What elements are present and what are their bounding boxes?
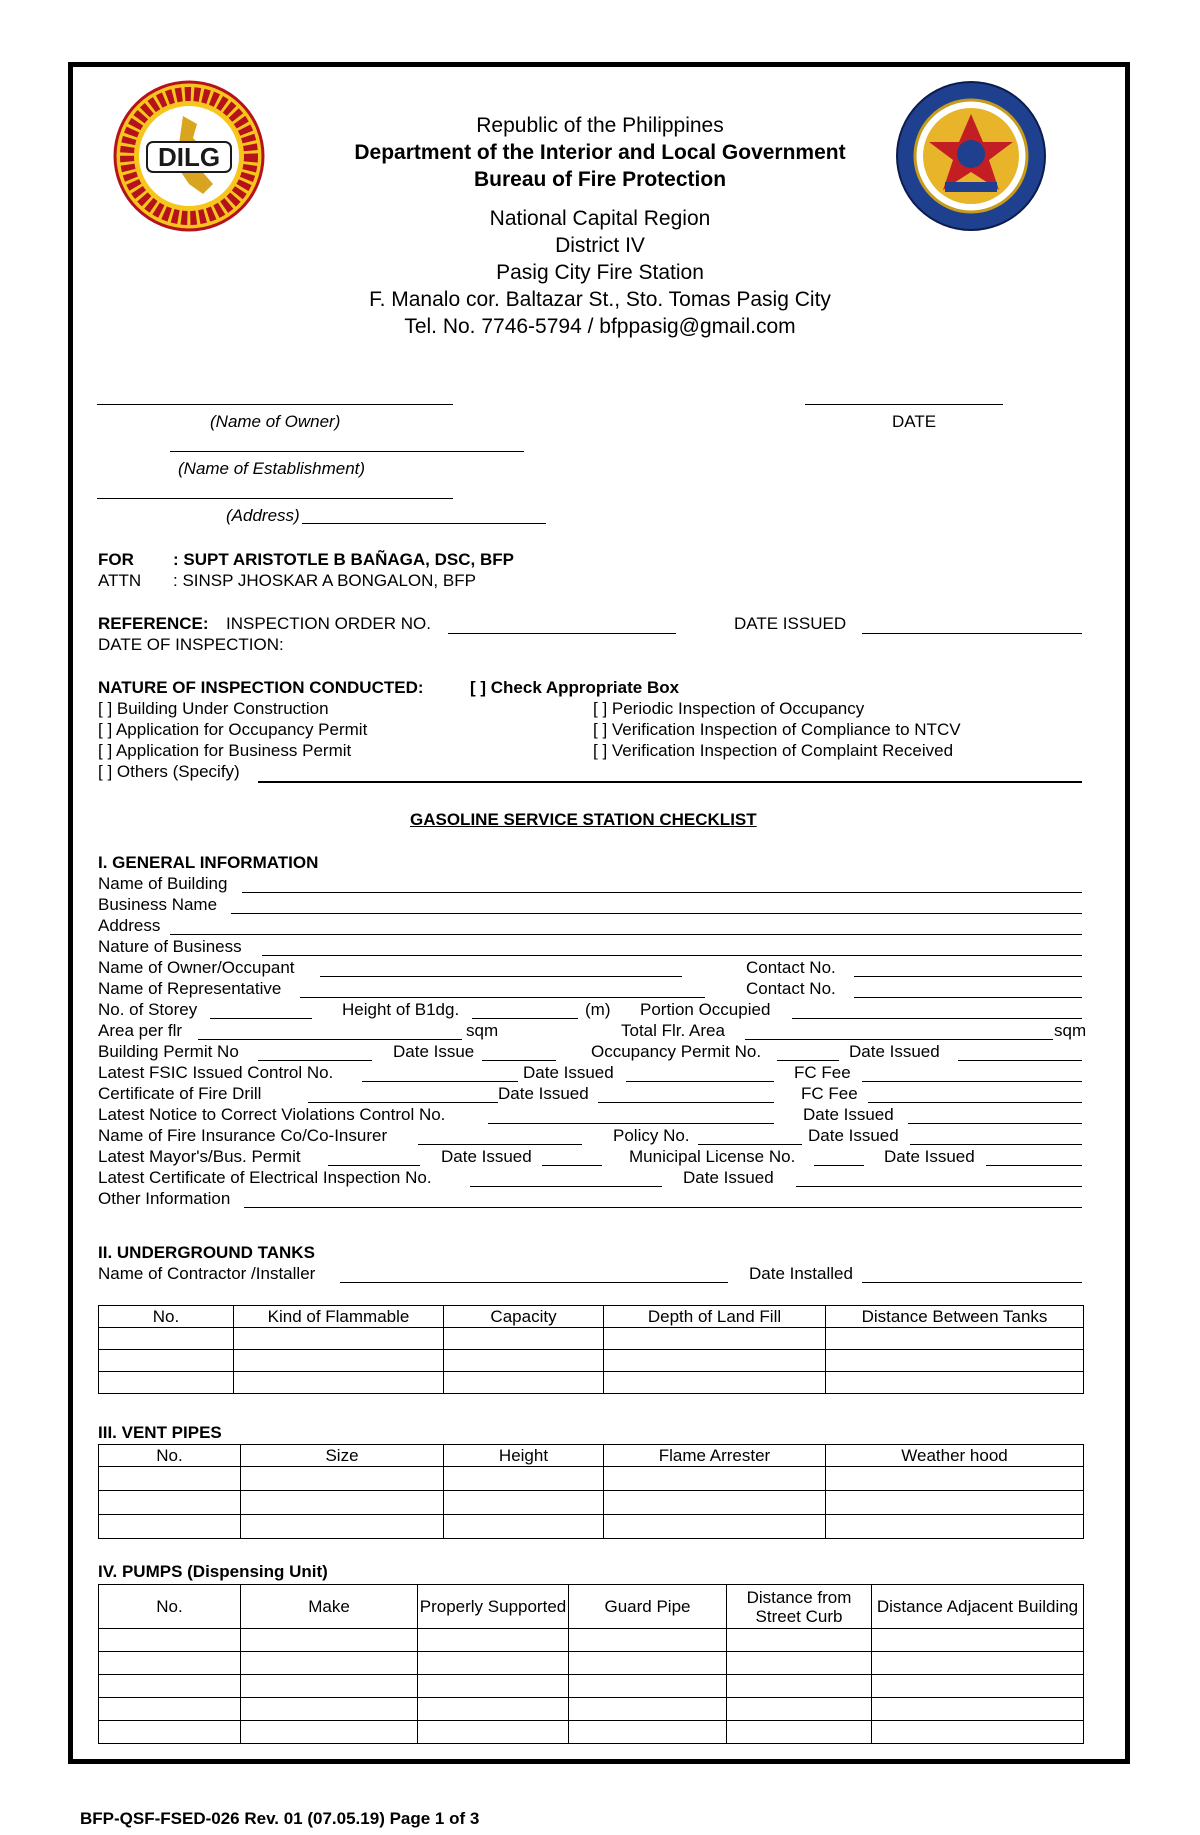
no-of-storey-label: No. of Storey bbox=[98, 1000, 198, 1019]
table-cell[interactable] bbox=[872, 1629, 1084, 1652]
table-cell[interactable] bbox=[727, 1675, 872, 1698]
nature-hint: [ ] Check Appropriate Box bbox=[470, 678, 680, 697]
contractor-field[interactable] bbox=[340, 1282, 728, 1283]
table-cell[interactable] bbox=[418, 1629, 569, 1652]
occupancy-permit-no-field[interactable] bbox=[777, 1060, 839, 1061]
fire-insurance-label: Name of Fire Insurance Co/Co-Insurer bbox=[98, 1126, 388, 1145]
for-label: FOR bbox=[98, 550, 134, 569]
table-cell[interactable] bbox=[234, 1372, 444, 1394]
date-issued-1-field[interactable] bbox=[958, 1060, 1082, 1061]
underground-tanks-table bbox=[98, 1305, 1084, 1394]
table-cell[interactable] bbox=[604, 1467, 826, 1491]
table-cell[interactable] bbox=[241, 1652, 418, 1675]
area-per-flr-unit: sqm bbox=[466, 1021, 499, 1040]
pumps-title: IV. PUMPS (Dispensing Unit) bbox=[98, 1562, 328, 1581]
table-cell[interactable] bbox=[241, 1675, 418, 1698]
region-title: National Capital Region bbox=[489, 207, 711, 230]
date-issued-3-field[interactable] bbox=[598, 1102, 774, 1103]
table-cell[interactable] bbox=[826, 1467, 1084, 1491]
table-header-row bbox=[99, 1445, 1084, 1467]
column-header: Distance Between Tanks bbox=[826, 1306, 1084, 1328]
table-row bbox=[99, 1372, 1084, 1394]
vent-pipes-title: III. VENT PIPES bbox=[98, 1423, 222, 1442]
table-row bbox=[99, 1698, 1084, 1721]
column-header: Guard Pipe bbox=[569, 1585, 727, 1629]
column-header: Distance Adjacent Building bbox=[872, 1585, 1084, 1629]
for-value: : SUPT ARISTOTLE B BAÑAGA, DSC, BFP bbox=[173, 550, 514, 569]
name-of-building-label: Name of Building bbox=[98, 874, 228, 893]
date-issued-5-field[interactable] bbox=[910, 1144, 1082, 1145]
table-cell[interactable] bbox=[826, 1350, 1084, 1372]
table-cell[interactable] bbox=[727, 1698, 872, 1721]
column-header: Distance from Street Curb bbox=[727, 1585, 872, 1629]
table-cell[interactable] bbox=[99, 1467, 241, 1491]
fc-fee-1-label: FC Fee bbox=[794, 1063, 851, 1082]
fc-fee-2-field[interactable] bbox=[868, 1102, 1082, 1103]
date-installed-field[interactable] bbox=[862, 1282, 1082, 1283]
address-field-label: Address bbox=[98, 916, 161, 935]
table-row bbox=[99, 1328, 1084, 1350]
date-installed-label: Date Installed bbox=[749, 1264, 853, 1283]
date-issued-6-label: Date Issued bbox=[441, 1147, 532, 1166]
table-cell[interactable] bbox=[604, 1350, 826, 1372]
table-cell[interactable] bbox=[241, 1629, 418, 1652]
table-cell[interactable] bbox=[826, 1491, 1084, 1515]
column-header: Make bbox=[241, 1585, 418, 1629]
table-cell[interactable] bbox=[872, 1675, 1084, 1698]
date-issued-7-label: Date Issued bbox=[884, 1147, 975, 1166]
area-per-flr-field[interactable] bbox=[198, 1039, 462, 1040]
station-title: Pasig City Fire Station bbox=[496, 261, 704, 284]
attn-value: : SINSP JHOSKAR A BONGALON, BFP bbox=[173, 571, 476, 590]
reference-label: REFERENCE: bbox=[98, 614, 209, 633]
table-cell[interactable] bbox=[604, 1328, 826, 1350]
date-issue-field[interactable] bbox=[482, 1060, 556, 1061]
date-issued-2-label: Date Issued bbox=[523, 1063, 614, 1082]
owner-occupant-label: Name of Owner/Occupant bbox=[98, 958, 295, 977]
column-header: Kind of Flammable bbox=[234, 1306, 444, 1328]
name-of-building-field[interactable] bbox=[242, 892, 1082, 893]
business-name-field[interactable] bbox=[231, 913, 1082, 914]
table-cell[interactable] bbox=[872, 1652, 1084, 1675]
table-cell[interactable] bbox=[826, 1372, 1084, 1394]
station-contact: Tel. No. 7746-5794 / bfppasig@gmail.com bbox=[404, 315, 796, 338]
column-header: Height bbox=[444, 1445, 604, 1467]
table-row bbox=[99, 1721, 1084, 1744]
table-header-row bbox=[99, 1585, 1084, 1629]
bureau-title: Bureau of Fire Protection bbox=[473, 168, 727, 191]
cert-fire-drill-field[interactable] bbox=[308, 1102, 498, 1103]
total-flr-area-unit: sqm bbox=[1054, 1021, 1087, 1040]
policy-no-label: Policy No. bbox=[613, 1126, 690, 1145]
general-info-title: I. GENERAL INFORMATION bbox=[98, 853, 319, 872]
table-cell[interactable] bbox=[569, 1698, 727, 1721]
table-cell[interactable] bbox=[99, 1721, 241, 1744]
table-cell[interactable] bbox=[99, 1515, 241, 1539]
table-cell[interactable] bbox=[444, 1515, 604, 1539]
table-row bbox=[99, 1515, 1084, 1539]
portion-occupied-field[interactable] bbox=[792, 1018, 1082, 1019]
other-info-field[interactable] bbox=[244, 1207, 1082, 1208]
nature-title: NATURE OF INSPECTION CONDUCTED: bbox=[98, 678, 424, 697]
establishment-name-line[interactable] bbox=[170, 451, 524, 452]
column-header: No. bbox=[99, 1445, 241, 1467]
table-cell[interactable] bbox=[604, 1515, 826, 1539]
height-of-bldg-field[interactable] bbox=[472, 1018, 578, 1019]
table-cell[interactable] bbox=[569, 1629, 727, 1652]
table-cell[interactable] bbox=[99, 1350, 234, 1372]
latest-mayors-label: Latest Mayor's/Bus. Permit bbox=[98, 1147, 301, 1166]
table-cell[interactable] bbox=[604, 1372, 826, 1394]
republic-title: Republic of the Philippines bbox=[476, 114, 724, 137]
column-header: No. bbox=[99, 1306, 234, 1328]
building-permit-no-field[interactable] bbox=[258, 1060, 372, 1061]
address-label: (Address) bbox=[226, 506, 300, 525]
column-header: Flame Arrester bbox=[604, 1445, 826, 1467]
table-cell[interactable] bbox=[418, 1721, 569, 1744]
column-header: Properly Supported bbox=[418, 1585, 569, 1629]
table-cell[interactable] bbox=[241, 1698, 418, 1721]
municipal-license-field[interactable] bbox=[814, 1165, 864, 1166]
date-issued-8-label: Date Issued bbox=[683, 1168, 774, 1187]
table-cell[interactable] bbox=[99, 1675, 241, 1698]
date-issued-field[interactable] bbox=[862, 633, 1082, 634]
date-issued-2-field[interactable] bbox=[626, 1081, 774, 1082]
table-cell[interactable] bbox=[234, 1350, 444, 1372]
column-header: No. bbox=[99, 1585, 241, 1629]
column-header: Capacity bbox=[444, 1306, 604, 1328]
table-cell[interactable] bbox=[234, 1328, 444, 1350]
table-cell[interactable] bbox=[727, 1629, 872, 1652]
date-issued-3-label: Date Issued bbox=[498, 1084, 589, 1103]
building-permit-no-label: Building Permit No bbox=[98, 1042, 239, 1061]
date-issued-6-field[interactable] bbox=[542, 1165, 602, 1166]
table-cell[interactable] bbox=[727, 1652, 872, 1675]
table-cell[interactable] bbox=[826, 1515, 1084, 1539]
table-cell[interactable] bbox=[241, 1467, 444, 1491]
table-cell[interactable] bbox=[569, 1652, 727, 1675]
other-info-label: Other Information bbox=[98, 1189, 231, 1208]
address-field[interactable] bbox=[170, 934, 1082, 935]
vent-pipes-table bbox=[98, 1444, 1084, 1539]
table-cell[interactable] bbox=[444, 1467, 604, 1491]
table-cell[interactable] bbox=[241, 1515, 444, 1539]
latest-fsic-label: Latest FSIC Issued Control No. bbox=[98, 1063, 334, 1082]
table-row bbox=[99, 1350, 1084, 1372]
table-cell[interactable] bbox=[241, 1491, 444, 1515]
nature-option-building-construction[interactable]: [ ] Building Under Construction bbox=[98, 699, 329, 718]
table-cell[interactable] bbox=[99, 1698, 241, 1721]
owner-name-label: (Name of Owner) bbox=[210, 412, 341, 431]
date-line[interactable] bbox=[805, 404, 1003, 405]
fc-fee-1-field[interactable] bbox=[862, 1081, 1082, 1082]
table-row bbox=[99, 1652, 1084, 1675]
date-issued-4-label: Date Issued bbox=[803, 1105, 894, 1124]
table-row bbox=[99, 1491, 1084, 1515]
representative-field[interactable] bbox=[300, 997, 705, 998]
table-cell[interactable] bbox=[99, 1652, 241, 1675]
establishment-name-label: (Name of Establishment) bbox=[178, 459, 366, 478]
address-line[interactable] bbox=[97, 498, 453, 499]
table-cell[interactable] bbox=[99, 1328, 234, 1350]
table-row bbox=[99, 1467, 1084, 1491]
contact-no-2-label: Contact No. bbox=[746, 979, 836, 998]
latest-mayors-field[interactable] bbox=[328, 1165, 420, 1166]
department-title: Department of the Interior and Local Government bbox=[354, 141, 846, 164]
total-flr-area-label: Total Flr. Area bbox=[621, 1021, 725, 1040]
column-header: Depth of Land Fill bbox=[604, 1306, 826, 1328]
height-unit-label: (m) bbox=[585, 1000, 611, 1019]
area-per-flr-label: Area per flr bbox=[98, 1021, 183, 1040]
latest-notice-field[interactable] bbox=[488, 1123, 774, 1124]
date-issued-5-label: Date Issued bbox=[808, 1126, 899, 1145]
address-line-2[interactable] bbox=[302, 523, 546, 524]
contact-no-field[interactable] bbox=[854, 976, 1082, 977]
contractor-label: Name of Contractor /Installer bbox=[98, 1264, 316, 1283]
height-of-bldg-label: Height of B1dg. bbox=[342, 1000, 460, 1019]
station-address: F. Manalo cor. Baltazar St., Sto. Tomas Pasig City bbox=[369, 288, 831, 311]
fc-fee-2-label: FC Fee bbox=[801, 1084, 858, 1103]
nature-option-complaint[interactable]: [ ] Verification Inspection of Complaint Received bbox=[593, 741, 954, 760]
date-issued-4-field[interactable] bbox=[908, 1123, 1082, 1124]
date-issue-label: Date Issue bbox=[393, 1042, 475, 1061]
date-issued-8-field[interactable] bbox=[796, 1186, 1082, 1187]
table-cell[interactable] bbox=[418, 1698, 569, 1721]
portion-occupied-label: Portion Occupied bbox=[640, 1000, 771, 1019]
dilg-logo-text: DILG bbox=[157, 142, 221, 172]
table-cell[interactable] bbox=[872, 1698, 1084, 1721]
latest-notice-label: Latest Notice to Correct Violations Control No. bbox=[98, 1105, 446, 1124]
table-row bbox=[99, 1675, 1084, 1698]
latest-cert-elec-field[interactable] bbox=[470, 1186, 662, 1187]
representative-label: Name of Representative bbox=[98, 979, 282, 998]
nature-option-others[interactable]: [ ] Others (Specify) bbox=[98, 762, 240, 781]
table-cell[interactable] bbox=[99, 1629, 241, 1652]
inspection-order-field[interactable] bbox=[448, 633, 676, 634]
municipal-license-label: Municipal License No. bbox=[629, 1147, 796, 1166]
pumps-table bbox=[98, 1584, 1084, 1744]
inspection-order-label: INSPECTION ORDER NO. bbox=[226, 614, 431, 633]
date-issued-7-field[interactable] bbox=[986, 1165, 1082, 1166]
table-cell[interactable] bbox=[727, 1721, 872, 1744]
nature-option-occupancy-permit[interactable]: [ ] Application for Occupancy Permit bbox=[98, 720, 368, 739]
table-cell[interactable] bbox=[569, 1675, 727, 1698]
no-of-storey-field[interactable] bbox=[210, 1018, 312, 1019]
table-cell[interactable] bbox=[99, 1491, 241, 1515]
latest-fsic-field[interactable] bbox=[362, 1081, 518, 1082]
fire-insurance-field[interactable] bbox=[418, 1144, 582, 1145]
table-cell[interactable] bbox=[99, 1372, 234, 1394]
form-footer-code: BFP-QSF-FSED-026 Rev. 01 (07.05.19) Page 1 of 3 bbox=[80, 1809, 480, 1828]
underground-tanks-title: II. UNDERGROUND TANKS bbox=[98, 1243, 315, 1262]
nature-of-business-field[interactable] bbox=[262, 955, 1082, 956]
table-cell[interactable] bbox=[444, 1350, 604, 1372]
table-row bbox=[99, 1629, 1084, 1652]
table-cell[interactable] bbox=[444, 1328, 604, 1350]
date-issued-label: DATE ISSUED bbox=[734, 614, 847, 633]
checklist-title: GASOLINE SERVICE STATION CHECKLIST bbox=[410, 810, 757, 829]
table-cell[interactable] bbox=[604, 1491, 826, 1515]
nature-option-periodic[interactable]: [ ] Periodic Inspection of Occupancy bbox=[593, 699, 865, 718]
table-cell[interactable] bbox=[569, 1721, 727, 1744]
cert-fire-drill-label: Certificate of Fire Drill bbox=[98, 1084, 262, 1103]
table-header-row bbox=[99, 1306, 1084, 1328]
latest-cert-elec-label: Latest Certificate of Electrical Inspection No. bbox=[98, 1168, 432, 1187]
attn-label: ATTN bbox=[98, 571, 142, 590]
policy-no-field[interactable] bbox=[698, 1144, 802, 1145]
nature-option-business-permit[interactable]: [ ] Application for Business Permit bbox=[98, 741, 352, 760]
table-cell[interactable] bbox=[241, 1721, 418, 1744]
nature-option-ntcv[interactable]: [ ] Verification Inspection of Compliance to NTCV bbox=[593, 720, 961, 739]
contact-no-2-field[interactable] bbox=[854, 997, 1082, 998]
column-header: Weather hood bbox=[826, 1445, 1084, 1467]
date-of-inspection-label: DATE OF INSPECTION: bbox=[98, 635, 284, 654]
occupancy-permit-no-label: Occupancy Permit No. bbox=[591, 1042, 762, 1061]
nature-of-business-label: Nature of Business bbox=[98, 937, 242, 956]
others-specify-field[interactable] bbox=[258, 781, 1082, 783]
total-flr-area-field[interactable] bbox=[745, 1039, 1053, 1040]
table-cell[interactable] bbox=[872, 1721, 1084, 1744]
district-title: District IV bbox=[555, 234, 645, 257]
table-cell[interactable] bbox=[444, 1372, 604, 1394]
table-cell[interactable] bbox=[418, 1652, 569, 1675]
table-cell[interactable] bbox=[418, 1675, 569, 1698]
date-issued-1-label: Date Issued bbox=[849, 1042, 940, 1061]
date-label: DATE bbox=[892, 412, 937, 431]
contact-no-label: Contact No. bbox=[746, 958, 836, 977]
business-name-label: Business Name bbox=[98, 895, 218, 914]
owner-occupant-field[interactable] bbox=[320, 976, 682, 977]
owner-name-line[interactable] bbox=[97, 404, 453, 405]
table-cell[interactable] bbox=[826, 1328, 1084, 1350]
table-cell[interactable] bbox=[444, 1491, 604, 1515]
column-header: Size bbox=[241, 1445, 444, 1467]
